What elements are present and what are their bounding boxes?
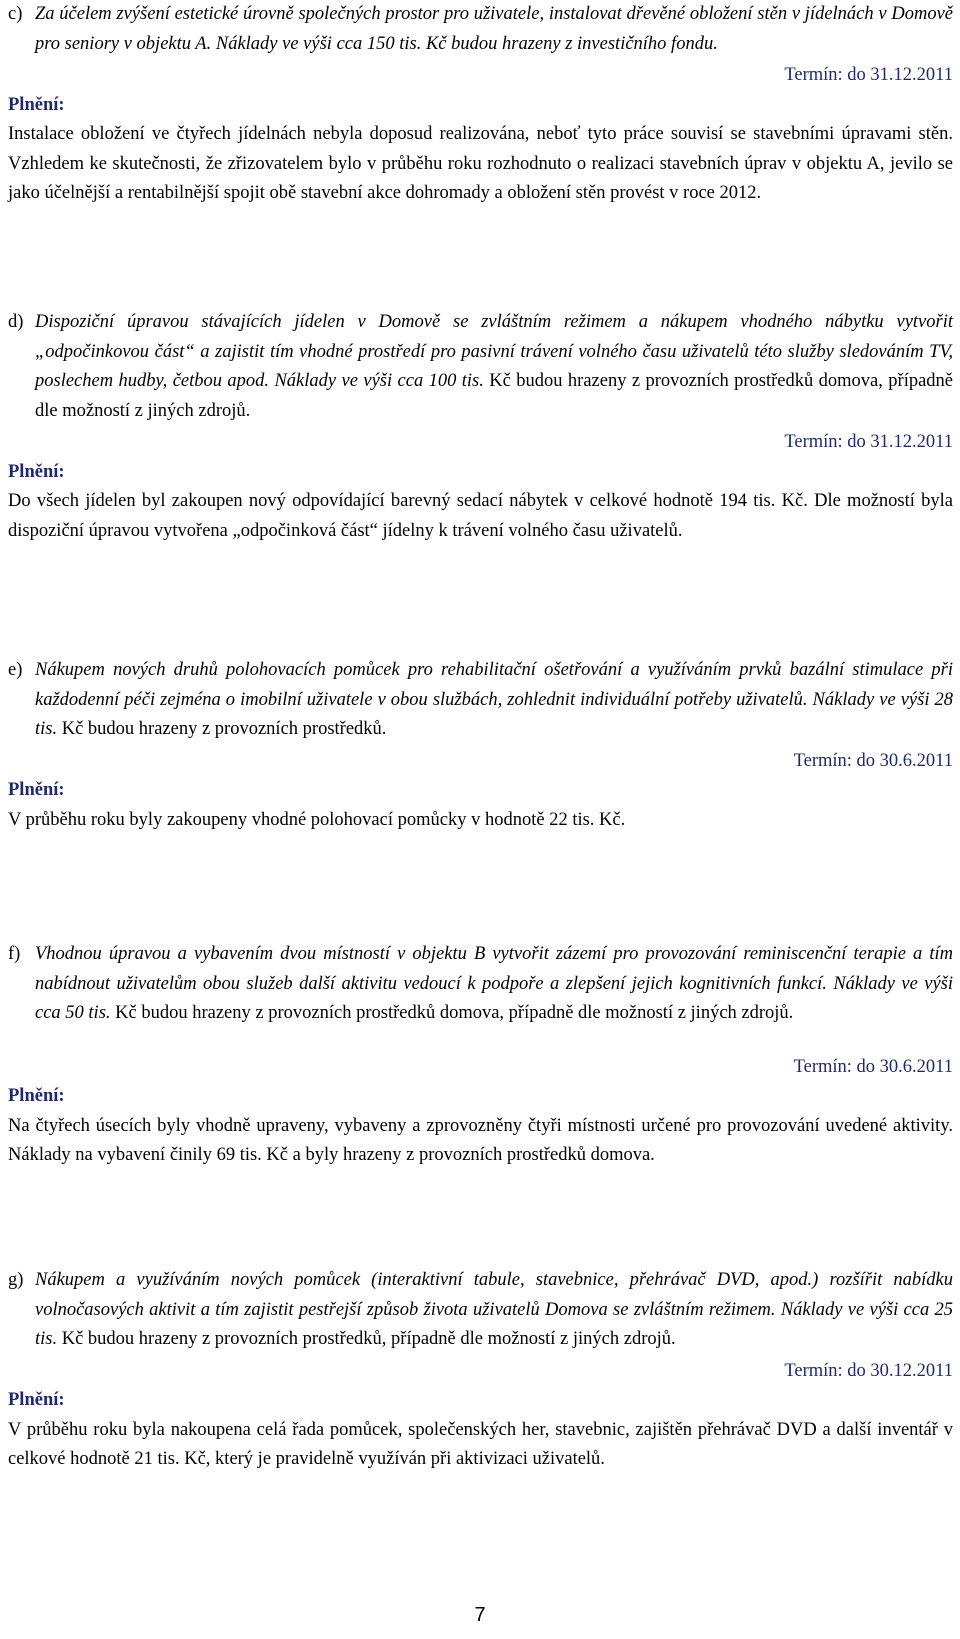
objective-text: Dispoziční úpravou stávajících jídelen v Domově se zvláštním režimem a nákupem vhodného nábytku vytvořit „odpočinkovou část“ a zajistit tím vhodné prostředí pro pasivní trávení volného času uživatelů této služby sledováním TV, poslechem hudby, četbou apod. Náklady ve výši cca 100 tis. Kč budou hrazeny z provozních prostředků domova, případně dle možností z jiných zdrojů. xyxy=(35,312,954,421)
objective-row xyxy=(8,0,953,59)
fulfillment-text: Na čtyřech úsecích byly vhodně upraveny, vybaveny a zprovozněny čtyři místnosti určené pro provozování uvedené aktivity. Náklady na vybavení činily 69 tis. Kč a byly hrazeny z provozních prostředků domova. xyxy=(8,1115,953,1165)
objective-text: Vhodnou úpravou a vybavením dvou místností v objektu B vytvořit zázemí pro provozování reminiscenční terapie a tím nabídnout uživatelům obou služeb další aktivitu vedoucí k podpoře a zlepšení jejich kognitivních funkcí. Náklady ve výši cca 50 tis. Kč budou hrazeny z provozních prostředků domova, případně dle možností z jiných zdrojů. xyxy=(35,944,953,1023)
deadline: Termín: do 30.6.2011 xyxy=(793,1056,953,1077)
objective-text: Za účelem zvýšení estetické úrovně společných prostor pro uživatele, instalovat dřevěné obložení stěn v jídelnách v Domově pro seniory v objektu A. Náklady ve výši cca 150 tis. Kč budou hrazeny z investičního fondu. xyxy=(35,4,953,54)
fulfillment-label: Plnění: xyxy=(8,1086,65,1106)
page-number: 7 xyxy=(474,1604,486,1626)
objective-row xyxy=(8,308,953,426)
objective-text: Nákupem a využíváním nových pomůcek (interaktivní tabule, stavebnice, přehrávač DVD, apod.) rozšířit nabídku volnočasových aktivit a tím zajistit pestřejší způsob života uživatelů Domova se zvláštním režimem. Náklady ve výši cca 25 tis. Kč budou hrazeny z provozních prostředků, případně dle možností z jiných zdrojů. xyxy=(35,1270,953,1349)
deadline: Termín: do 31.12.2011 xyxy=(784,65,953,85)
fulfillment-text: V průběhu roku byla nakoupena celá řada pomůcek, společenských her, stavebnic, zajištěn přehrávač DVD a další inventář v celkové hodnotě 21 tis. Kč, který je pravidelně využíván při aktivizaci uživatelů. xyxy=(8,1419,953,1469)
fulfillment-label: Plnění: xyxy=(8,94,65,115)
deadline: Termín: do 30.12.2011 xyxy=(784,1360,953,1381)
fulfillment-label: Plnění: xyxy=(8,1390,65,1410)
item-f xyxy=(8,940,953,1171)
deadline: Termín: do 31.12.2011 xyxy=(784,432,953,452)
objective-row xyxy=(8,656,953,745)
item-letter: g) xyxy=(8,1270,24,1290)
deadline: Termín: do 30.6.2011 xyxy=(793,750,953,771)
item-c xyxy=(8,0,953,209)
fulfillment-text: Do všech jídelen byl zakoupen nový odpovídající barevný sedací nábytek v celkové hodnotě 194 tis. Kč. Dle možností byla dispoziční úpravou vytvořena „odpočinková část“ jídelny k trávení volného času uživatelů. xyxy=(8,491,953,541)
item-d xyxy=(8,308,953,546)
fulfillment-label: Plnění: xyxy=(8,461,65,482)
fulfillment-text: V průběhu roku byly zakoupeny vhodné polohovací pomůcky v hodnotě 22 tis. Kč. xyxy=(8,809,626,830)
item-letter: c) xyxy=(8,4,23,24)
item-g xyxy=(8,1266,953,1475)
objective-row xyxy=(8,1266,953,1355)
objective-text: Nákupem nových druhů polohovacích pomůcek pro rehabilitační ošetřování a využíváním prvků bazální stimulace při každodenní péči zejména o imobilní uživatele v obou službách, zohlednit individuální potřeby uživatelů. Náklady ve výši 28 tis. Kč budou hrazeny z provozních prostředků. xyxy=(35,660,953,739)
fulfillment-label: Plnění: xyxy=(8,780,65,800)
fulfillment-text: Instalace obložení ve čtyřech jídelnách nebyla doposud realizována, neboť tyto práce souvisí se stavebními úpravami stěn. Vzhledem ke skutečnosti, že zřizovatelem bylo v průběhu roku rozhodnuto o realizaci stavebních úprav v objektu A, jevilo se jako účelnější a rentabilnější spojit obě stavební akce dohromady a obložení stěn provést v roce 2012. xyxy=(8,124,953,203)
objective-row xyxy=(8,940,953,1029)
item-letter: f) xyxy=(8,944,21,964)
item-e xyxy=(8,656,953,835)
item-letter: d) xyxy=(8,312,24,332)
item-letter: e) xyxy=(8,660,23,680)
